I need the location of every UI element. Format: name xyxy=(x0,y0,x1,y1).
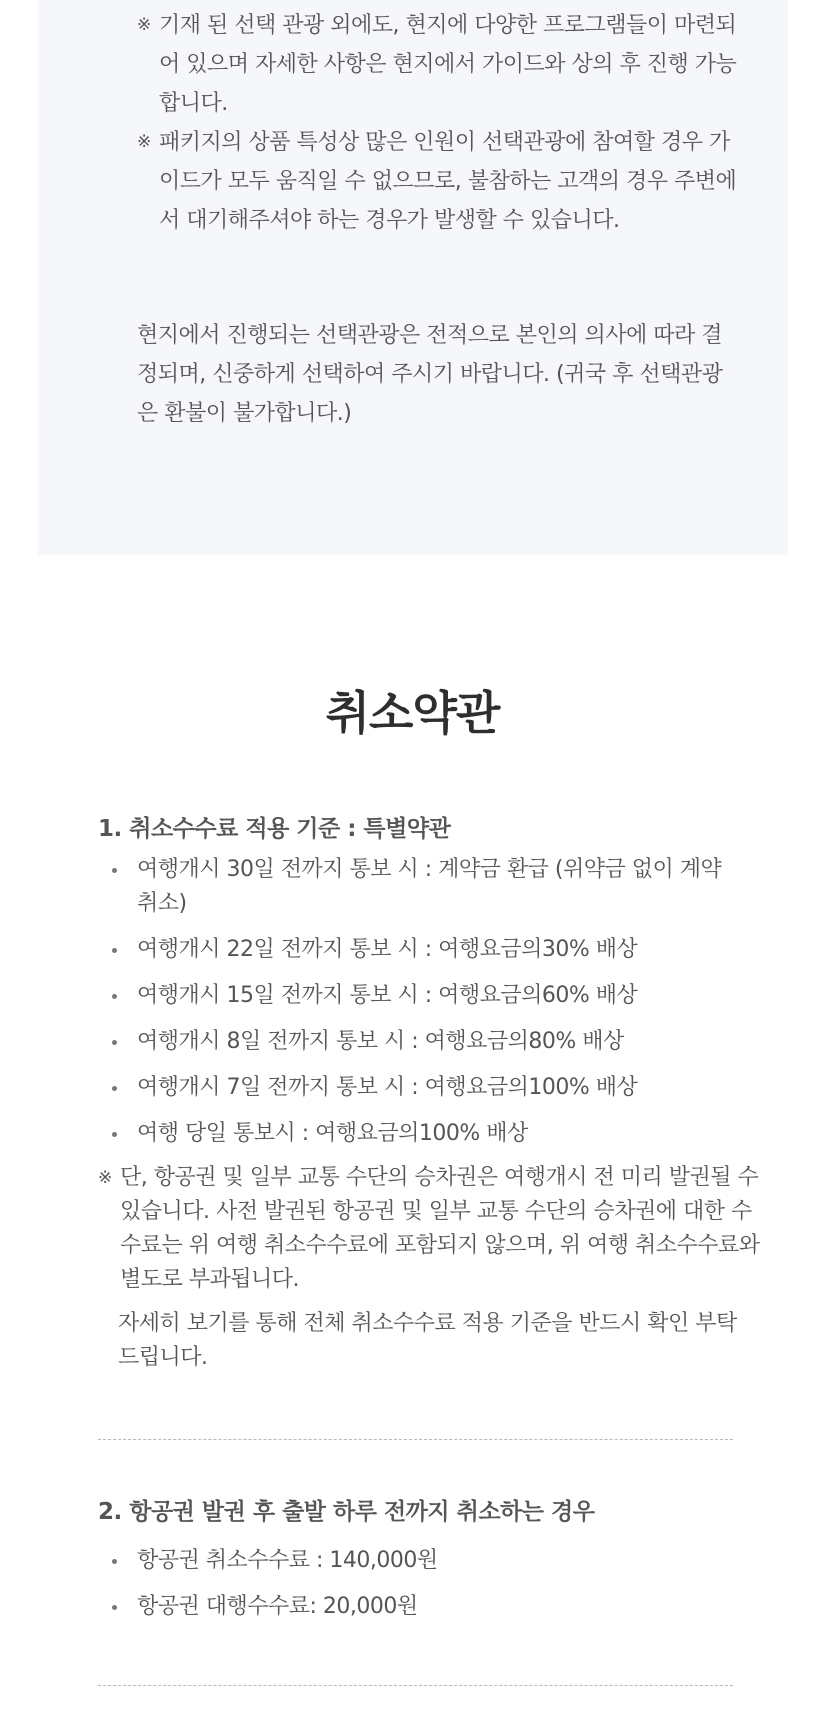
optional-tour-notes xyxy=(137,6,737,240)
list-item-text: 여행 당일 통보시 : 여행요금의100% 배상 xyxy=(137,1121,528,1146)
detail-notice: 자세히 보기를 통해 전체 취소수수료 적용 기준을 반드시 확인 부탁드립니다. xyxy=(118,1311,737,1370)
list-item xyxy=(112,933,732,967)
section1-heading: 1. 취소수수료 적용 기준 : 특별약관 xyxy=(98,816,451,842)
list-item xyxy=(112,979,732,1013)
bullet-dot xyxy=(112,1040,117,1045)
bullet-dot xyxy=(112,994,117,999)
list-item-text: 여행개시 8일 전까지 통보 시 : 여행요금의80% 배상 xyxy=(137,1029,624,1054)
list-item xyxy=(112,1117,732,1151)
bullet-dot xyxy=(112,868,117,873)
bullet-dot xyxy=(112,1132,117,1137)
section-divider xyxy=(98,1685,733,1686)
list-item xyxy=(112,1025,732,1059)
list-item xyxy=(112,1544,732,1578)
list-item-text: 여행개시 7일 전까지 통보 시 : 여행요금의100% 배상 xyxy=(137,1075,638,1100)
bullet-dot xyxy=(112,1559,117,1564)
cancellation-title: 취소약관 xyxy=(325,686,500,740)
ticketing-warning xyxy=(98,1161,760,1297)
bullet-dot xyxy=(112,1605,117,1610)
air-ticket-fee-list xyxy=(112,1544,732,1636)
list-item-text: 여행개시 22일 전까지 통보 시 : 여행요금의30% 배상 xyxy=(137,937,638,962)
notice-note xyxy=(137,123,737,240)
section2-heading: 2. 항공권 발권 후 출발 하루 전까지 취소하는 경우 xyxy=(98,1499,595,1525)
section-divider xyxy=(98,1439,733,1440)
list-item-text: 여행개시 30일 전까지 통보 시 : 계약금 환급 (위약금 없이 계약 취소) xyxy=(137,857,722,916)
notice-note-text: 패키지의 상품 특성상 많은 인원이 선택관광에 참여할 경우 가이드가 모두 움직일 수 없으므로, 불참하는 고객의 경우 주변에서 대기해주셔야 하는 경우가 발생할 수 있습니다. xyxy=(159,130,737,233)
notice-note xyxy=(137,6,737,123)
ticketing-warning-text: 단, 항공권 및 일부 교통 수단의 승차권은 여행개시 전 미리 발권될 수 있습니다. 사전 발권된 항공권 및 일부 교통 수단의 승차권에 대한 수수료는 위 여행 취소수수료에 포함되지 않으며, 위 여행 취소수수료와 별도로 부과됩니다. xyxy=(120,1165,760,1292)
list-item-text: 항공권 취소수수료 : 140,000원 xyxy=(137,1548,438,1573)
bullet-dot xyxy=(112,1086,117,1091)
list-item xyxy=(112,1071,732,1105)
reference-mark: ※ xyxy=(137,15,151,35)
optional-tour-paragraph: 현지에서 진행되는 선택관광은 전적으로 본인의 의사에 따라 결정되며, 신중하게 선택하여 주시기 바랍니다. (귀국 후 선택관광은 환불이 불가합니다.) xyxy=(137,323,723,426)
notice-note-text: 기재 된 선택 관광 외에도, 현지에 다양한 프로그램들이 마련되어 있으며 자세한 사항은 현지에서 가이드와 상의 후 진행 가능합니다. xyxy=(159,13,737,116)
list-item-text: 여행개시 15일 전까지 통보 시 : 여행요금의60% 배상 xyxy=(137,983,638,1008)
reference-mark: ※ xyxy=(98,1168,112,1188)
bullet-dot xyxy=(112,948,117,953)
list-item xyxy=(112,853,732,921)
list-item xyxy=(112,1590,732,1624)
reference-mark: ※ xyxy=(137,132,151,152)
list-item-text: 항공권 대행수수료: 20,000원 xyxy=(137,1594,418,1619)
cancellation-fee-list xyxy=(112,853,732,1163)
